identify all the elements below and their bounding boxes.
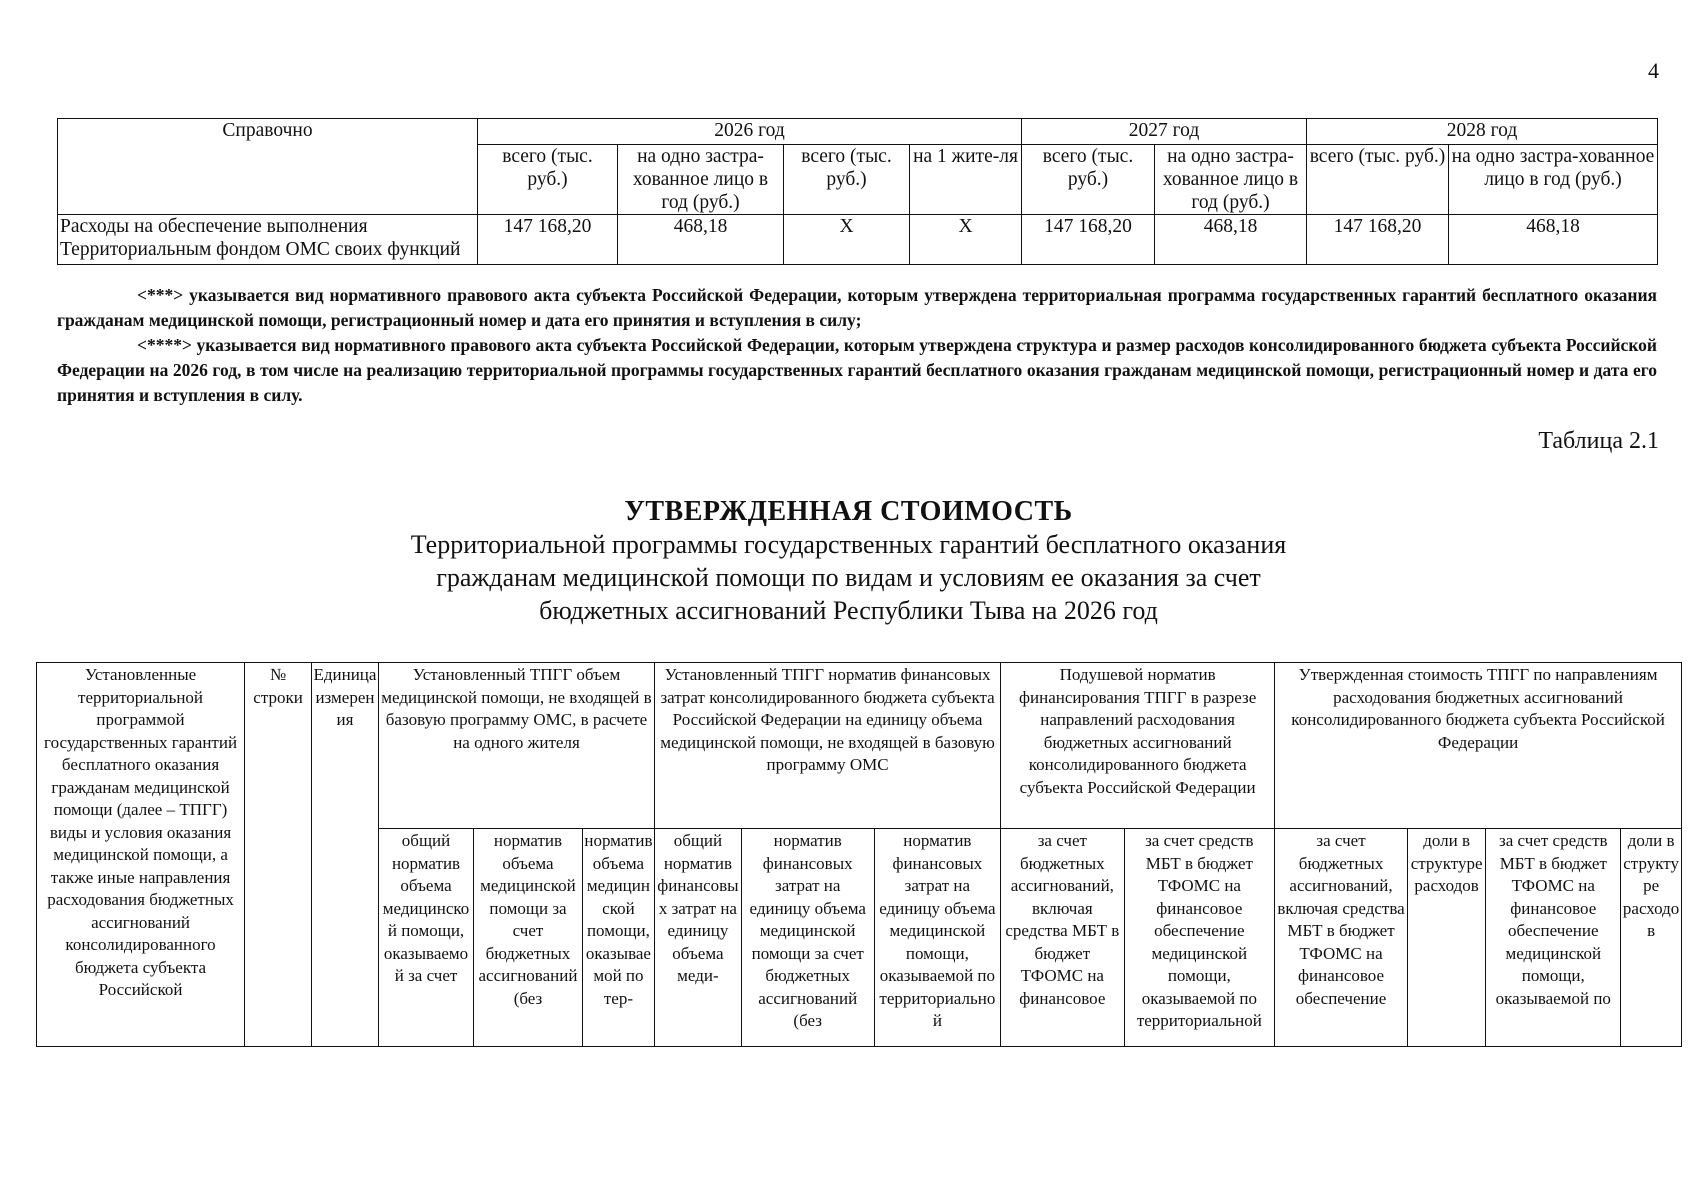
ref-subheader: на одно застра-хованное лицо в год (руб.) xyxy=(1155,145,1307,215)
ref-cell: 147 168,20 xyxy=(478,215,618,265)
sub-header: общий норматив финансовых затрат на единицу объема меди- xyxy=(655,829,742,1047)
group-header-per-capita: Подушевой норматив финансирования ТПГГ в разрезе направлений расходования бюджетных ассигнований консолидированного бюджета субъекта Российской Федерации xyxy=(1001,663,1275,829)
ref-cell: X xyxy=(784,215,910,265)
subtitle-line: бюджетных ассигнований Республики Тыва на 2026 год xyxy=(539,596,1158,625)
ref-cell: 468,18 xyxy=(1449,215,1658,265)
sub-header: норматив объема медицинской помощи за счет бюджетных ассигнований (без xyxy=(474,829,583,1047)
sub-header: норматив объема медицинской помощи, оказываемой по тер- xyxy=(582,829,654,1047)
sub-header: за счет средств МБТ в бюджет ТФОМС на финансовое обеспечение медицинской помощи, оказываемой по xyxy=(1486,829,1621,1047)
page-number: 4 xyxy=(1648,58,1659,83)
ref-subheader: на одно застра-хованное лицо в год (руб.) xyxy=(1449,145,1658,215)
ref-cell: 468,18 xyxy=(1155,215,1307,265)
ref-year-2028: 2028 год xyxy=(1307,119,1658,145)
ref-subheader: на одно застра-хованное лицо в год (руб.) xyxy=(618,145,784,215)
sub-header: доли в структуре расходов xyxy=(1407,829,1485,1047)
group-header-cost-norm: Установленный ТПГГ норматив финансовых затрат консолидированного бюджета субъекта Российской Федерации на единицу объема медицинской помощи, не входящей в базовую программу ОМС xyxy=(655,663,1001,829)
ref-corner: Справочно xyxy=(58,119,478,215)
ref-cell: X xyxy=(910,215,1022,265)
subtitle-line: Территориальной программы государственных гарантий бесплатного оказания xyxy=(410,530,1287,559)
col-header-row-number: № строки xyxy=(245,663,312,1047)
footnote: <***> указывается вид нормативного правового акта субъекта Российской Федерации, которым утверждена территориальная программа государственных гарантий бесплатного оказания гражданам медицинской помощи, регистрационный номер и дата его принятия и вступления в силу; xyxy=(57,285,1657,330)
sub-header: общий норматив объема медицинской помощи, оказываемой за счет xyxy=(378,829,473,1047)
ref-cell: 147 168,20 xyxy=(1307,215,1449,265)
cost-table xyxy=(36,662,1682,1047)
sub-header: доли в структуре расходов xyxy=(1621,829,1682,1047)
sub-header: за счет средств МБТ в бюджет ТФОМС на финансовое обеспечение медицинской помощи, оказываемой по территориальной xyxy=(1124,829,1275,1047)
ref-cell: 147 168,20 xyxy=(1022,215,1155,265)
group-header-approved-cost: Утвержденная стоимость ТПГГ по направлениям расходования бюджетных ассигнований консолидированного бюджета субъекта Российской Федерации xyxy=(1275,663,1682,829)
group-header-volume: Установленный ТПГГ объем медицинской помощи, не входящей в базовую программу ОМС, в расчете на одного жителя xyxy=(378,663,654,829)
reference-table xyxy=(57,118,1658,265)
subtitle-line: гражданам медицинской помощи по видам и условиям ее оказания за счет xyxy=(436,563,1261,592)
col-header-types: Установленные территориальной программой государственных гарантий бесплатного оказания гражданам медицинской помощи (далее – ТПГГ) виды и условия оказания медицинской помощи, а также иные направления расходования бюджетных ассигнований консолидированного бюджета субъекта Российской xyxy=(37,663,245,1047)
table-label: Таблица 2.1 xyxy=(1538,428,1659,454)
ref-year-2027: 2027 год xyxy=(1022,119,1307,145)
footnote: <****> указывается вид нормативного правового акта субъекта Российской Федерации, которым утверждена структура и размер расходов консолидированного бюджета субъекта Российской Федерации на 2026 год, в том числе на реализацию территориальной программы государственных гарантий бесплатного оказания гражданам медицинской помощи, регистрационный номер и дата его принятия и вступления в силу. xyxy=(57,335,1657,405)
ref-year-2026: 2026 год xyxy=(478,119,1022,145)
ref-subheader: на 1 жите-ля xyxy=(910,145,1022,215)
ref-subheader: всего (тыс. руб.) xyxy=(1022,145,1155,215)
sub-header: за счет бюджетных ассигнований, включая средства МБТ в бюджет ТФОМС на финансовое xyxy=(1001,829,1124,1047)
ref-subheader: всего (тыс. руб.) xyxy=(1307,145,1449,215)
ref-subheader: всего (тыс. руб.) xyxy=(784,145,910,215)
sub-header: за счет бюджетных ассигнований, включая средства МБТ в бюджет ТФОМС на финансовое обеспечение xyxy=(1275,829,1408,1047)
ref-row-label: Расходы на обеспечение выполнения Территориальным фондом ОМС своих функций xyxy=(58,215,478,265)
sub-header: норматив финансовых затрат на единицу объема медицинской помощи, оказываемой по территориальной xyxy=(874,829,1001,1047)
sub-header: норматив финансовых затрат на единицу объема медицинской помощи за счет бюджетных ассигнований (без xyxy=(741,829,874,1047)
document-subtitle xyxy=(0,528,1697,627)
document-title: УТВЕРЖДЕННАЯ СТОИМОСТЬ xyxy=(624,496,1073,527)
footnotes xyxy=(57,283,1657,408)
ref-subheader: всего (тыс. руб.) xyxy=(478,145,618,215)
col-header-unit: Единица измерения xyxy=(312,663,379,1047)
ref-cell: 468,18 xyxy=(618,215,784,265)
